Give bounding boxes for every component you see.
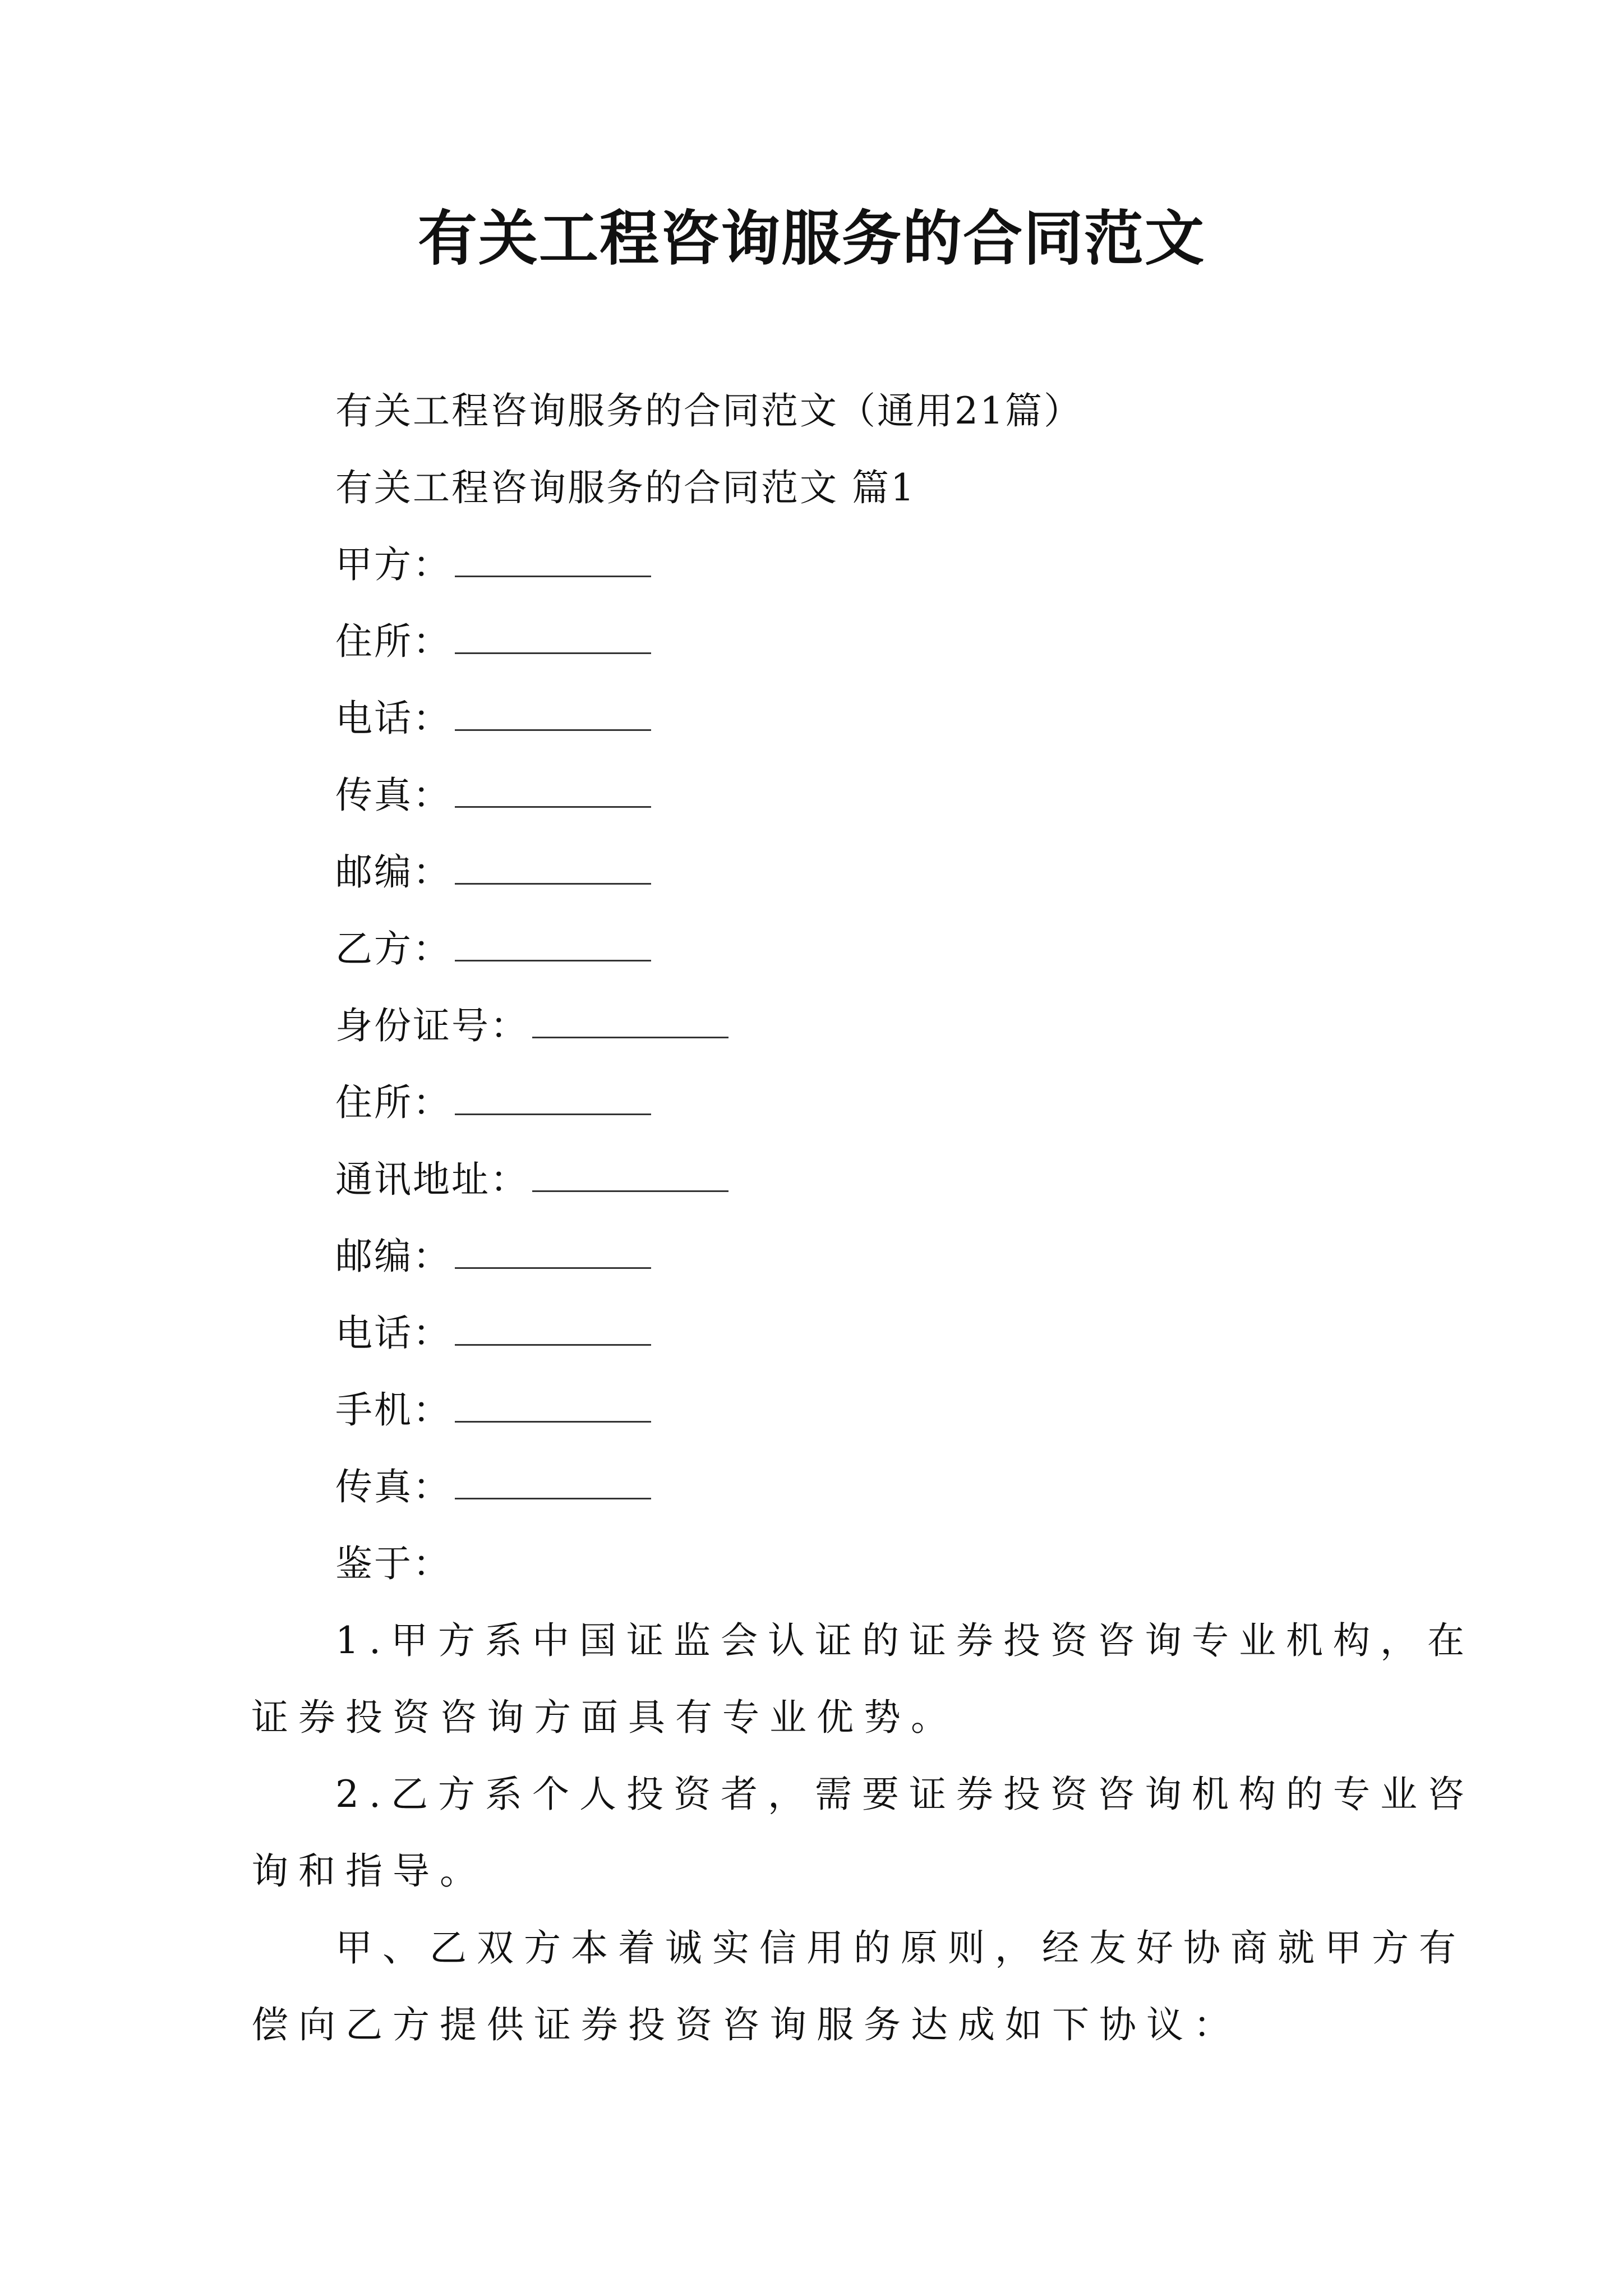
fill-in-blank bbox=[455, 1263, 651, 1269]
fill-in-blank bbox=[455, 648, 651, 654]
clause-2-line-2: 询和指导。 bbox=[251, 1849, 487, 1893]
field-party-a-phone bbox=[335, 693, 651, 744]
fill-in-blank bbox=[455, 802, 651, 808]
field-party-a bbox=[335, 540, 651, 590]
field-label: 住所： bbox=[335, 1081, 451, 1124]
field-label: 传真： bbox=[335, 1465, 451, 1508]
field-party-b-phone bbox=[335, 1308, 651, 1359]
field-party-b-mobile bbox=[335, 1385, 651, 1435]
fill-in-blank bbox=[455, 1109, 651, 1115]
agreement-line-2: 偿向乙方提供证券投资咨询服务达成如下协议： bbox=[251, 2003, 1241, 2046]
field-party-b bbox=[335, 924, 651, 974]
section-heading: 有关工程咨询服务的合同范文 篇1 bbox=[335, 466, 916, 509]
field-party-a-postcode bbox=[335, 847, 651, 898]
field-label: 电话： bbox=[335, 1312, 451, 1355]
field-party-b-postcode bbox=[335, 1231, 651, 1282]
fill-in-blank bbox=[532, 1032, 728, 1038]
field-label: 邮编： bbox=[335, 850, 451, 894]
field-label: 邮编： bbox=[335, 1235, 451, 1278]
field-label: 甲方： bbox=[335, 543, 451, 586]
field-label: 身份证号： bbox=[335, 1004, 529, 1047]
agreement-line-1: 甲、乙双方本着诚实信用的原则，经友好协商就甲方有 bbox=[335, 1926, 1466, 1970]
whereas-label: 鉴于： bbox=[335, 1542, 451, 1585]
fill-in-blank bbox=[455, 1416, 651, 1423]
clause-1-line-1: 1.甲方系中国证监会认证的证券投资咨询专业机构，在 bbox=[335, 1619, 1474, 1662]
fill-in-blank bbox=[455, 1340, 651, 1346]
field-party-a-address bbox=[335, 616, 651, 667]
document-subtitle: 有关工程咨询服务的合同范文（通用21篇） bbox=[335, 389, 1082, 432]
fill-in-blank bbox=[455, 955, 651, 961]
fill-in-blank bbox=[455, 1493, 651, 1499]
field-label: 乙方： bbox=[335, 927, 451, 970]
field-party-b-address bbox=[335, 1078, 651, 1128]
field-label: 手机： bbox=[335, 1388, 451, 1432]
field-party-b-id-number bbox=[335, 1001, 728, 1051]
fill-in-blank bbox=[455, 571, 651, 577]
field-party-a-fax bbox=[335, 770, 651, 821]
field-label: 住所： bbox=[335, 620, 451, 663]
field-label: 传真： bbox=[335, 774, 451, 817]
fill-in-blank bbox=[455, 725, 651, 731]
clause-2-line-1: 2.乙方系个人投资者，需要证券投资咨询机构的专业咨 bbox=[335, 1773, 1474, 1816]
field-label: 电话： bbox=[335, 697, 451, 740]
field-label: 通讯地址： bbox=[335, 1158, 529, 1201]
fill-in-blank bbox=[455, 878, 651, 885]
field-party-b-fax bbox=[335, 1462, 651, 1512]
field-party-b-mailing-address bbox=[335, 1154, 728, 1205]
page-title: 有关工程咨询服务的合同范文 bbox=[418, 203, 1205, 273]
fill-in-blank bbox=[532, 1186, 728, 1192]
clause-1-line-2: 证券投资咨询方面具有专业优势。 bbox=[251, 1696, 958, 1739]
